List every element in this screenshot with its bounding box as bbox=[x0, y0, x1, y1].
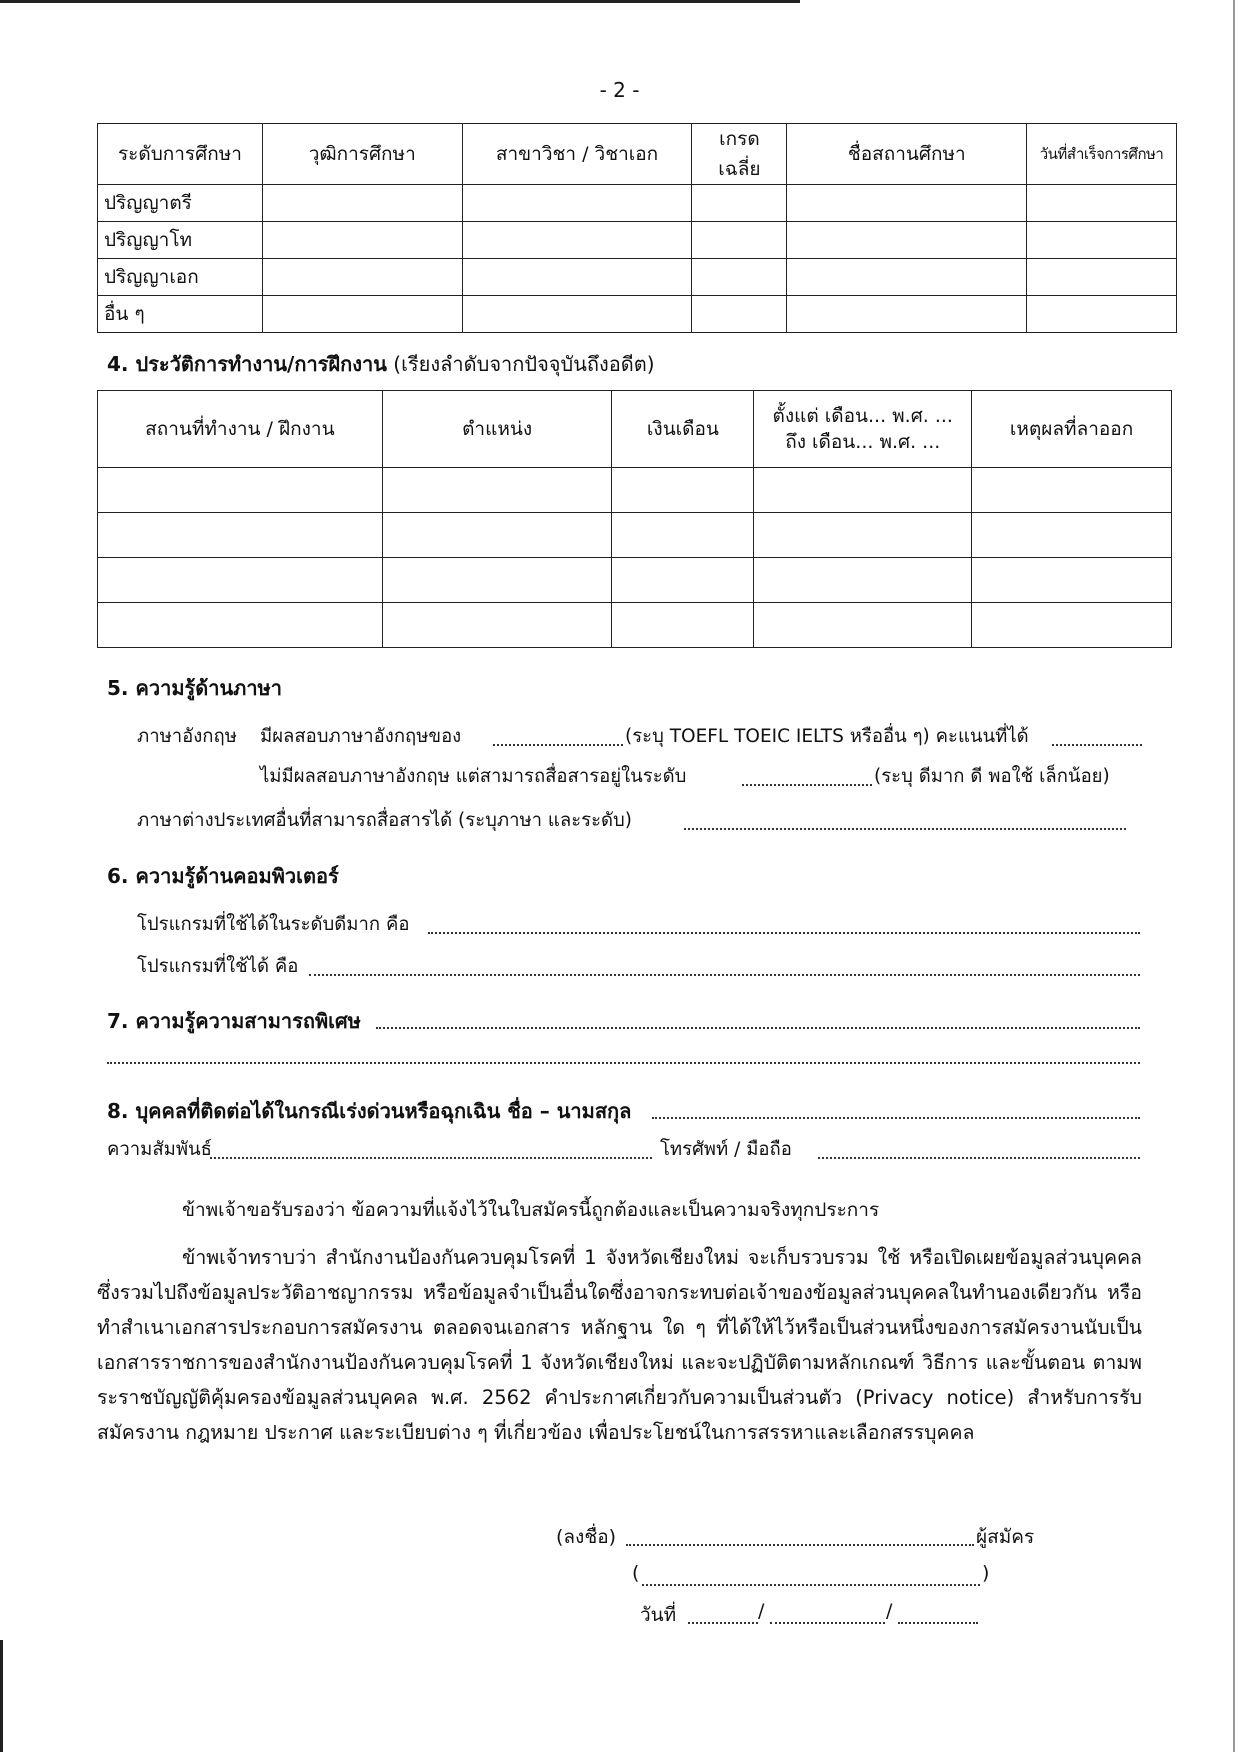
education-header: เกรดเฉลี่ย bbox=[692, 124, 787, 185]
date-slash: / bbox=[886, 1600, 893, 1622]
education-level: ปริญญาเอก bbox=[98, 259, 263, 296]
language-title: 5. ความรู้ด้านภาษา bbox=[107, 676, 282, 700]
table-cell[interactable] bbox=[787, 222, 1027, 259]
computer-title: 6. ความรู้ด้านคอมพิวเตอร์ bbox=[107, 864, 339, 888]
date-year-input[interactable] bbox=[898, 1622, 978, 1624]
table-cell[interactable] bbox=[462, 185, 692, 222]
table-cell[interactable] bbox=[787, 185, 1027, 222]
english-label: ภาษาอังกฤษ bbox=[137, 726, 237, 747]
date-month-input[interactable] bbox=[770, 1622, 885, 1624]
program-very-good-input[interactable] bbox=[428, 932, 1140, 934]
table-cell[interactable] bbox=[1027, 222, 1177, 259]
table-cell[interactable] bbox=[754, 558, 972, 603]
other-language-input[interactable] bbox=[684, 828, 1126, 830]
date-label: วันที่ bbox=[640, 1604, 677, 1626]
certify-statement: ข้าพเจ้าขอรับรองว่า ข้อความที่แจ้งไว้ในใบสมัครนี้ถูกต้องและเป็นความจริงทุกประการ bbox=[182, 1199, 880, 1221]
education-header-row bbox=[98, 124, 1177, 185]
signature-line[interactable] bbox=[626, 1544, 974, 1546]
work-header-row bbox=[98, 391, 1172, 468]
phone-input[interactable] bbox=[818, 1157, 1140, 1159]
table-cell[interactable] bbox=[262, 185, 462, 222]
work-title: 4. ประวัติการทำงาน/การฝึกงาน bbox=[107, 352, 387, 376]
program-very-good-label: โปรแกรมที่ใช้ได้ในระดับดีมาก คือ bbox=[137, 914, 410, 935]
emergency-name-input[interactable] bbox=[652, 1117, 1140, 1119]
table-cell[interactable] bbox=[98, 558, 383, 603]
english-score-note: (ระบุ TOEFL TOEIC IELTS หรืออื่น ๆ) คะแนนที่ได้ bbox=[625, 726, 1029, 747]
education-header: วันที่สำเร็จการศึกษา bbox=[1027, 124, 1177, 185]
special-input-line-1[interactable] bbox=[376, 1027, 1140, 1029]
table-cell[interactable] bbox=[972, 603, 1172, 648]
table-row bbox=[98, 259, 1177, 296]
work-history-table bbox=[97, 390, 1172, 648]
program-usable-label: โปรแกรมที่ใช้ได้ คือ bbox=[137, 956, 299, 977]
work-section-title bbox=[107, 348, 655, 380]
table-cell[interactable] bbox=[972, 558, 1172, 603]
table-cell[interactable] bbox=[382, 603, 612, 648]
other-language-label: ภาษาต่างประเทศอื่นที่สามารถสื่อสารได้ (ระบุภาษา และระดับ) bbox=[137, 810, 632, 831]
table-cell[interactable] bbox=[612, 603, 754, 648]
scan-edge-right bbox=[1233, 0, 1235, 1752]
relation-input[interactable] bbox=[210, 1157, 652, 1159]
table-cell[interactable] bbox=[612, 558, 754, 603]
table-cell[interactable] bbox=[787, 259, 1027, 296]
table-row bbox=[98, 222, 1177, 259]
work-title-note: (เรียงลำดับจากปัจจุบันถึงอดีต) bbox=[393, 352, 655, 376]
table-cell[interactable] bbox=[98, 468, 383, 513]
scan-edge-top bbox=[0, 0, 800, 3]
education-header: ชื่อสถานศึกษา bbox=[787, 124, 1027, 185]
work-header-to: ถึง เดือน... พ.ศ. ... bbox=[785, 431, 941, 453]
table-cell[interactable] bbox=[754, 603, 972, 648]
table-cell[interactable] bbox=[462, 296, 692, 333]
table-row bbox=[98, 185, 1177, 222]
work-header: สถานที่ทำงาน / ฝึกงาน bbox=[98, 391, 383, 468]
consent-paragraph bbox=[97, 1240, 1142, 1450]
table-cell[interactable] bbox=[692, 296, 787, 333]
table-cell[interactable] bbox=[754, 468, 972, 513]
table-cell[interactable] bbox=[612, 468, 754, 513]
emergency-title: 8. บุคคลที่ติดต่อได้ในกรณีเร่งด่วนหรือฉุกเฉิน ชื่อ – นามสกุล bbox=[107, 1099, 632, 1123]
consent-text: ข้าพเจ้าทราบว่า สำนักงานป้องกันควบคุมโรคที่ 1 จังหวัดเชียงใหม่ จะเก็บรวบรวม ใช้ หรือเปิดเผยข้อมูลส่วนบุคคล ซึ่งรวมไปถึงข้อมูลประวัติอาชญากรรม หรือข้อมูลจำเป็นอื่นใดซึ่งอาจกระทบต่อเจ้าของข้อมูลส่วนบุคคลในทำนองเดียวกัน หรือทำสำเนาเอกสารประกอบการสมัครงาน ตลอดจนเอกสาร หลักฐาน ใด ๆ ที่ได้ให้ไว้หรือเป็นส่วนหนึ่งของการสมัครงานนับเป็นเอกสารราชการของสำนักงานป้องกันควบคุมโรคที่ 1 จังหวัดเชียงใหม่ และจะปฏิบัติตามหลักเกณฑ์ วิธีการ และขั้นตอน ตามพระราชบัญญัติคุ้มครองข้อมูลส่วนบุคคล พ.ศ. 2562 คำประกาศเกี่ยวกับความเป็นส่วนตัว (Privacy notice) สำหรับการรับสมัครงาน กฎหมาย ประกาศ และระเบียบต่าง ๆ ที่เกี่ยวข้อง เพื่อประโยชน์ในการสรรหาและเลือกสรรบุคคล bbox=[97, 1246, 1142, 1444]
special-title: 7. ความรู้ความสามารถพิเศษ bbox=[107, 1009, 361, 1033]
table-cell[interactable] bbox=[972, 513, 1172, 558]
table-cell[interactable] bbox=[754, 513, 972, 558]
table-cell[interactable] bbox=[972, 468, 1172, 513]
work-header: ตำแหน่ง bbox=[382, 391, 612, 468]
table-cell[interactable] bbox=[262, 222, 462, 259]
page-number: - 2 - bbox=[599, 78, 640, 102]
table-row bbox=[98, 603, 1172, 648]
education-header: วุฒิการศึกษา bbox=[262, 124, 462, 185]
table-cell[interactable] bbox=[382, 558, 612, 603]
education-table bbox=[97, 123, 1177, 333]
table-cell[interactable] bbox=[462, 259, 692, 296]
work-period-header bbox=[754, 391, 972, 468]
education-level: ปริญญาตรี bbox=[98, 185, 263, 222]
table-cell[interactable] bbox=[1027, 296, 1177, 333]
table-cell[interactable] bbox=[1027, 185, 1177, 222]
phone-label: โทรศัพท์ / มือถือ bbox=[660, 1139, 792, 1160]
table-cell[interactable] bbox=[98, 603, 383, 648]
table-row bbox=[98, 558, 1172, 603]
table-row bbox=[98, 296, 1177, 333]
table-cell[interactable] bbox=[612, 513, 754, 558]
table-cell[interactable] bbox=[692, 185, 787, 222]
education-header: สาขาวิชา / วิชาเอก bbox=[462, 124, 692, 185]
program-usable-input[interactable] bbox=[309, 974, 1140, 976]
work-header-from: ตั้งแต่ เดือน... พ.ศ. ... bbox=[772, 405, 953, 427]
table-cell[interactable] bbox=[262, 259, 462, 296]
table-cell[interactable] bbox=[382, 468, 612, 513]
name-open-paren: ( bbox=[632, 1562, 640, 1584]
english-has-score: มีผลสอบภาษาอังกฤษของ bbox=[260, 726, 462, 747]
english-score-input[interactable] bbox=[1052, 744, 1142, 746]
table-cell[interactable] bbox=[787, 296, 1027, 333]
english-test-input[interactable] bbox=[493, 744, 623, 746]
special-input-line-2[interactable] bbox=[107, 1062, 1140, 1064]
work-header: เงินเดือน bbox=[612, 391, 754, 468]
sign-label: (ลงชื่อ) bbox=[556, 1526, 617, 1548]
education-header: ระดับการศึกษา bbox=[98, 124, 263, 185]
name-close-paren: ) bbox=[982, 1562, 990, 1584]
table-row bbox=[98, 513, 1172, 558]
table-row bbox=[98, 468, 1172, 513]
relation-label: ความสัมพันธ์ bbox=[107, 1139, 212, 1160]
work-header: เหตุผลที่ลาออก bbox=[972, 391, 1172, 468]
table-cell[interactable] bbox=[382, 513, 612, 558]
table-cell[interactable] bbox=[692, 259, 787, 296]
date-slash: / bbox=[758, 1600, 765, 1622]
applicant-label: ผู้สมัคร bbox=[976, 1526, 1035, 1548]
table-cell[interactable] bbox=[692, 222, 787, 259]
english-level-note: (ระบุ ดีมาก ดี พอใช้ เล็กน้อย) bbox=[874, 766, 1110, 787]
education-level: ปริญญาโท bbox=[98, 222, 263, 259]
education-level: อื่น ๆ bbox=[98, 296, 263, 333]
table-cell[interactable] bbox=[462, 222, 692, 259]
table-cell[interactable] bbox=[98, 513, 383, 558]
english-level-input[interactable] bbox=[742, 784, 872, 786]
table-cell[interactable] bbox=[262, 296, 462, 333]
printed-name-line[interactable] bbox=[642, 1584, 980, 1586]
date-day-input[interactable] bbox=[688, 1622, 758, 1624]
scan-edge-left bbox=[0, 1640, 3, 1752]
table-cell[interactable] bbox=[1027, 259, 1177, 296]
english-no-score: ไม่มีผลสอบภาษาอังกฤษ แต่สามารถสื่อสารอยู่ในระดับ bbox=[260, 766, 687, 787]
